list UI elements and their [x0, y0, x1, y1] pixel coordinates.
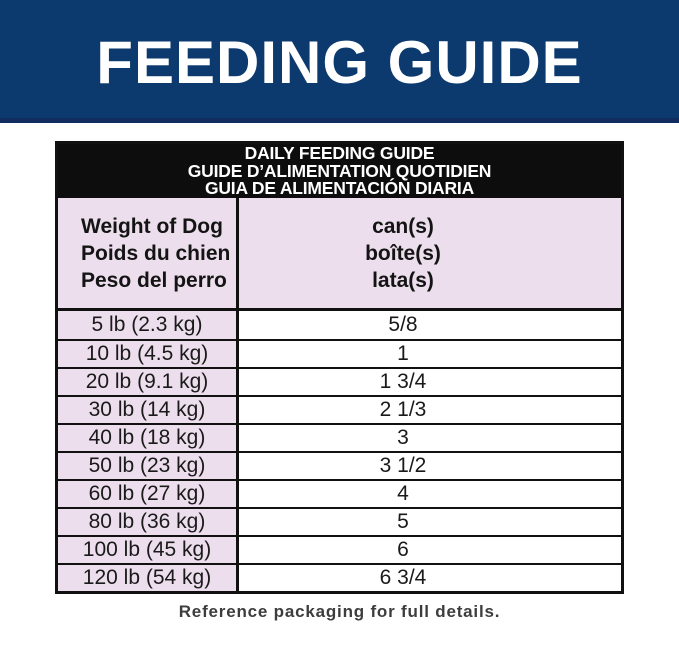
- table-title-band: [58, 144, 621, 198]
- reference-note: Reference packaging for full details.: [178, 602, 501, 621]
- amount-cell: 1 3/4: [239, 369, 621, 395]
- table-body: [58, 311, 621, 591]
- table-row: [58, 479, 621, 507]
- table-row: [58, 563, 621, 591]
- weight-cell: 5 lb (2.3 kg): [58, 311, 239, 339]
- table-row: [58, 451, 621, 479]
- weight-column-header: [58, 198, 239, 308]
- table-row: [58, 339, 621, 367]
- weight-cell: 40 lb (18 kg): [58, 425, 239, 451]
- daily-feeding-guide-table: [55, 141, 624, 594]
- weight-cell: 120 lb (54 kg): [58, 565, 239, 591]
- table-title-line-fr: GUIDE D’ALIMENTATION QUOTIDIEN: [187, 160, 492, 181]
- weight-header-es: Peso del perro: [81, 268, 227, 292]
- amount-header-es: lata(s): [372, 268, 434, 292]
- weight-cell: 30 lb (14 kg): [58, 397, 239, 423]
- amount-cell: 3: [239, 425, 621, 451]
- amount-cell: 1: [239, 341, 621, 367]
- table-row: [58, 423, 621, 451]
- amount-cell: 6: [239, 537, 621, 563]
- column-headers-row: [58, 198, 621, 311]
- weight-header-fr: Poids du chien: [81, 241, 231, 265]
- weight-cell: 80 lb (36 kg): [58, 509, 239, 535]
- feeding-guide-banner: [0, 0, 679, 123]
- weight-header-en: Weight of Dog: [81, 214, 223, 238]
- amount-cell: 6 3/4: [239, 565, 621, 591]
- table-row: [58, 507, 621, 535]
- amount-cell: 5/8: [239, 311, 621, 339]
- weight-cell: 10 lb (4.5 kg): [58, 341, 239, 367]
- amount-header-en: can(s): [372, 214, 434, 238]
- weight-cell: 50 lb (23 kg): [58, 453, 239, 479]
- table-row: [58, 535, 621, 563]
- table-title-line-en: DAILY FEEDING GUIDE: [244, 143, 435, 163]
- amount-cell: 3 1/2: [239, 453, 621, 479]
- table-title-line-es: GUIA DE ALIMENTACIÓN DIARIA: [204, 178, 475, 198]
- banner-title: FEEDING GUIDE: [96, 28, 583, 96]
- amount-column-header: [239, 198, 621, 308]
- amount-cell: 2 1/3: [239, 397, 621, 423]
- amount-header-fr: boîte(s): [365, 241, 441, 265]
- table-row: [58, 367, 621, 395]
- table-row: [58, 311, 621, 339]
- weight-cell: 20 lb (9.1 kg): [58, 369, 239, 395]
- weight-cell: 60 lb (27 kg): [58, 481, 239, 507]
- table-row: [58, 395, 621, 423]
- amount-cell: 4: [239, 481, 621, 507]
- weight-cell: 100 lb (45 kg): [58, 537, 239, 563]
- amount-cell: 5: [239, 509, 621, 535]
